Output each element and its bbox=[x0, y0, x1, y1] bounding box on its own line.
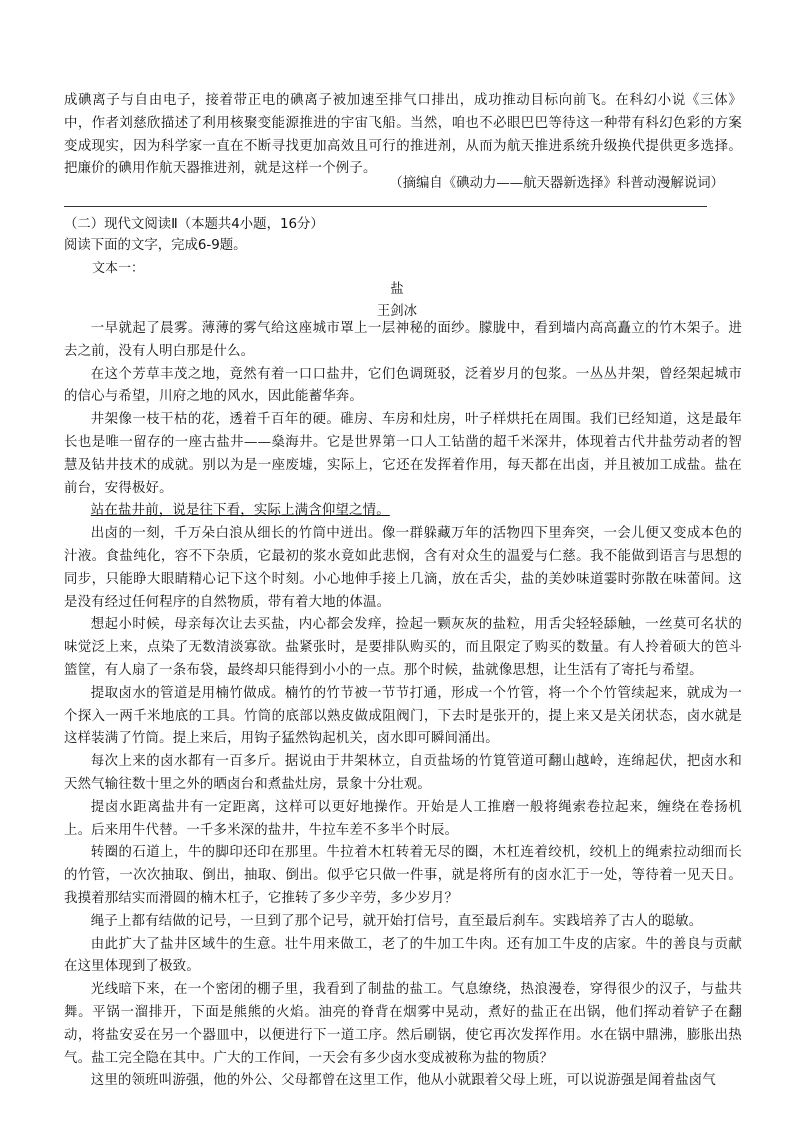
paragraph: 一早就起了晨雾。薄薄的雾气给这座城市罩上一层神秘的面纱。朦胧中，看到墙内高高矗立的竹木架子。进去之前，没有人明白那是什么。 bbox=[64, 321, 742, 359]
previous-text-block bbox=[64, 90, 742, 181]
paragraph: 转圈的石道上，牛的脚印还印在那里。牛拉着木杠转着无尽的圈，木杠连着绞机，绞机上的绳索拉动细而长的竹管，一次次抽取、倒出，抽取、倒出。似乎它只做一件事，就是将所有的卤水汇于一处，等待着一见天日。我摸着那结实而滑圆的楠木杠子，它推转了多少辛劳，多少岁月？ bbox=[64, 845, 742, 906]
text-label: 文本一： bbox=[92, 261, 145, 276]
paragraph: 提取卤水的管道是用楠竹做成。楠竹的竹节被一节节打通，形成一个竹管，将一个个竹管续起来，就成为一个探入一两千米地底的工具。竹筒的底部以熟皮做成阻阀门，下去时是张开的，提上来又是关闭状态，卤水就是这样装满了竹筒。提上来后，用钩子猛然钩起机关，卤水即可瞬间涌出。 bbox=[64, 685, 742, 747]
paragraph: 每次上来的卤水都有一百多斤。据说由于井架林立，自贡盐场的竹筧管道可翻山越岭，连绵起伏，把卤水和天然气输往数十里之外的晒卤台和煮盐灶房，景象十分壮观。 bbox=[64, 754, 742, 792]
paragraph: 提卤水距离盐井有一定距离，这样可以更好地操作。开始是人工推磨一般将绳索卷拉起来，缠绕在卷扬机上。后来用牛代替。一千多米深的盐井，牛拉车差不多半个时辰。 bbox=[64, 799, 742, 838]
citation: （摘编自《碘动力——航天器新选择》科普动漫解说词） bbox=[389, 176, 724, 191]
paragraph: 在这个芳草丰茂之地，竟然有着一口口盐井，它们色调斑驳，泛着岁月的包浆。一丛丛井架，曾经架起城市的信心与希望，川府之地的风水，因此能蓄华奔。 bbox=[64, 366, 742, 405]
underlined-sentence: 站在盐井前，说是往下看，实际上满含仰望之情。 bbox=[90, 503, 390, 519]
instruction: 阅读下面的文字，完成6-9题。 bbox=[64, 238, 247, 253]
paragraph: 想起小时候，母亲每次让去买盐，内心都会发痒，捡起一颗灰灰的盐粒，用舌尖轻轻舔触，一丝莫可名状的味觉泛上来，点染了无数清淡寡欲。盐紧张时，是要排队购买的，而且限定了购买的数量。有人拎着硕大的笆斗篮筐，有人扇了一条布袋，最终却只能得到小小的一点。那个时候，盐就像思想，让生活有了寄托与希望。 bbox=[64, 617, 742, 678]
paragraph: 由此扩大了盐井区域牛的生意。壮牛用来做工，老了的牛加工牛肉。还有加工牛皮的店家。牛的善良与贡献在这里体现到了极致。 bbox=[64, 936, 742, 975]
paragraph: 光线暗下来，在一个密闭的棚子里，我看到了制盐的盐工。气息缭绕，热浪漫卷，穿得很少的汉子，与盐共舞。平锅一溜排开，下面是熊熊的火焰。油亮的脊背在烟雾中晃动，煮好的盐正在出锅，他们挥动着铲子在翻动，将盐安妥在另一个器皿中，以便进行下一道工序。然后刷锅，使它再次发挥作用。水在锅中鼎沸，膨胀出热气。盐工完全隐在其中。广大的工作间，一天会有多少卤水变成被称为盐的物质？ bbox=[64, 982, 742, 1066]
underlined-paragraph bbox=[64, 500, 742, 523]
paragraph: 绳子上都有结做的记号，一旦到了那个记号，就开始打信号，直至最后刹车。实践培养了古人的聪敏。 bbox=[90, 913, 703, 929]
section-title: （二）现代文阅读Ⅱ（本题共4小题，16分） bbox=[64, 217, 324, 232]
paragraph: 井架像一枝干枯的花，透着千百年的硬。碓房、车房和灶房，叶子样烘托在周围。我们已经知道，这是最年长也是唯一留存的一座古盐井——燊海井。它是世界第一口人工钻凿的超千米深井，体现着古代井盐劳动者的智慧及钻井技术的成就。别以为是一座废墟，实际上，它还在发挥着作用，每天都在出卤，并且被加工成盐。盐在前台，安得极好。 bbox=[64, 412, 742, 496]
article-author: 王剑冰 bbox=[376, 304, 418, 319]
article-body bbox=[64, 318, 742, 1093]
paragraph: 出卤的一刻，千万朵白浪从细长的竹筒中迸出。像一群躲藏万年的活物四下里奔突，一会儿便又变成本色的汁液。食盐纯化，容不下杂质，它最初的浆水竟如此悲悯，含有对众生的温爱与仁慈。我不能做到语言与思想的同步，只能睁大眼睛精心记下这个时刻。小心地伸手接上几滴，放在舌尖，盐的美妙味道霎时弥散在味蕾间。这是没有经过任何程序的自然物质，带有着大地的体温。 bbox=[64, 526, 742, 610]
article-title: 盐 bbox=[390, 282, 404, 297]
previous-paragraph: 成碘离子与自由电子，接着带正电的碘离子被加速至排气口排出，成功推动目标向前飞。在科幻小说《三体》中，作者刘慈欣描述了利用核聚变能源推进的宇宙飞船。当然，咱也不必眼巴巴等待这一种带有科幻色彩的方案变成现实，因为科学家一直在不断寻找更加高效且可行的推进剂，从而为航天推进系统升级换代提供更多选择。把廉价的碘用作航天器推进剂，就是这样一个例子。 bbox=[64, 93, 742, 177]
divider-line bbox=[64, 206, 707, 207]
paragraph: 这里的领班叫游强，他的外公、父母都曾在这里工作，他从小就跟着父母上班，可以说游强是闻着盐卤气 bbox=[90, 1073, 716, 1089]
